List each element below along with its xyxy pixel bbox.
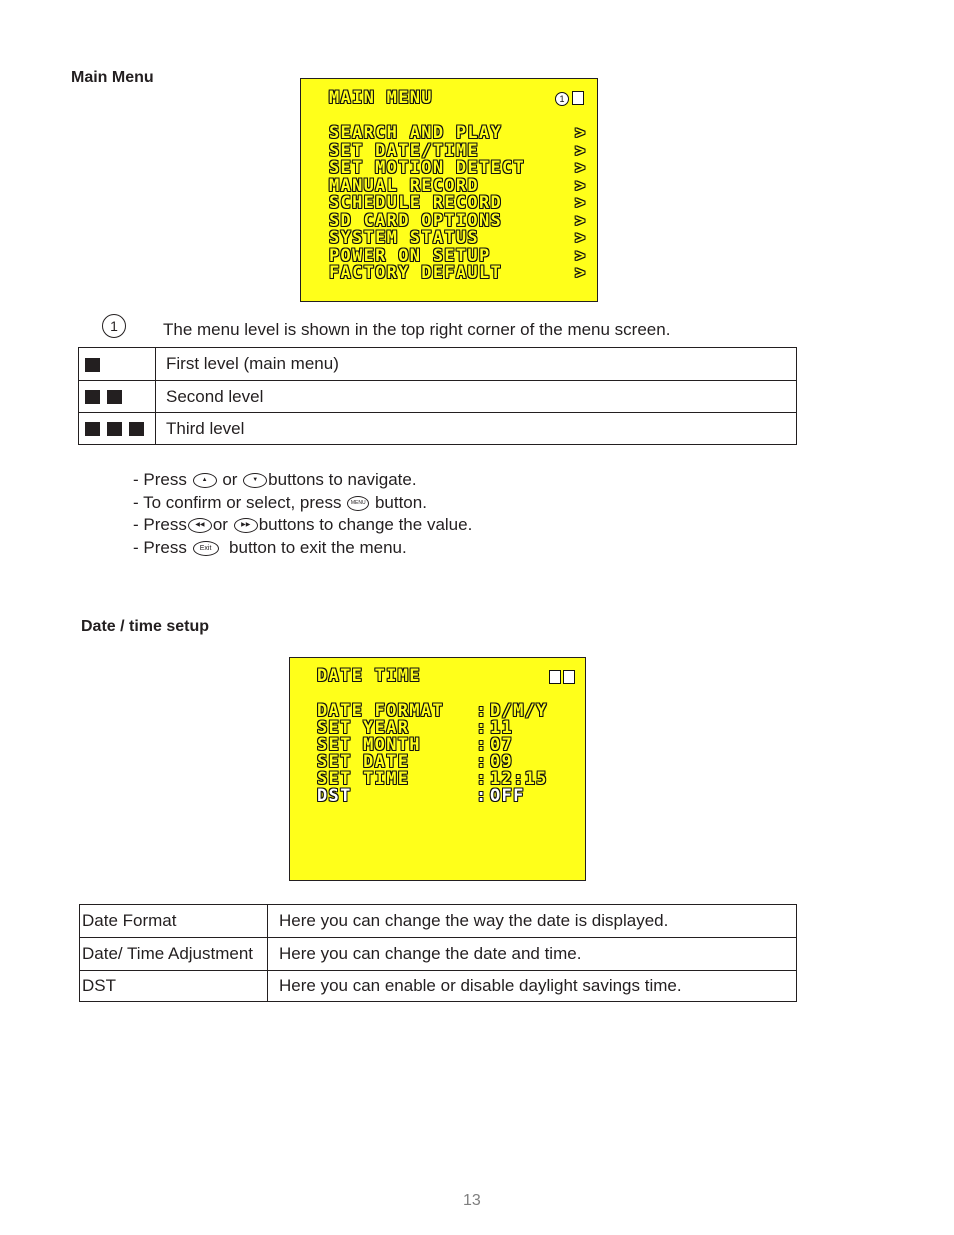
table-row (80, 971, 797, 1002)
chevron-right-icon: > (575, 158, 587, 178)
term-cell: DST (80, 971, 268, 1002)
level-square-icon (107, 422, 122, 436)
page-number: 13 (463, 1192, 481, 1209)
menu-item-sd-card-options: SD CARD OPTIONS (329, 210, 503, 231)
level-one-marker: 1 (555, 92, 569, 106)
instruction-line (133, 514, 472, 537)
level-square-icon (85, 422, 100, 436)
level-squares-cell (79, 413, 156, 445)
set-month-value: 07 (490, 735, 514, 755)
fast-forward-button-icon: ▶▶ (234, 518, 258, 533)
chevron-right-icon: > (575, 123, 587, 143)
instruction-text: - Press (133, 537, 187, 557)
table-row (79, 413, 797, 445)
menu-button-icon: MENU (347, 496, 369, 511)
set-time-label: SET TIME (317, 769, 410, 789)
chevron-right-icon: > (575, 263, 587, 283)
note-number-circle: 1 (102, 314, 126, 338)
exit-button-icon: Exit (193, 541, 219, 556)
menu-item-search-and-play: SEARCH AND PLAY (329, 123, 503, 143)
set-year-label: SET YEAR (317, 718, 410, 738)
dst-label: DST (317, 786, 352, 806)
main-menu-heading: Main Menu (71, 69, 154, 86)
menu-level-table (78, 347, 797, 445)
level-square-icon (549, 670, 561, 684)
level-label: Second level (156, 381, 797, 413)
instruction-text: buttons to navigate. (268, 470, 417, 489)
dst-sep: : (476, 786, 488, 806)
term-cell: Date/ Time Adjustment (80, 938, 268, 971)
level-label: Third level (156, 413, 797, 445)
table-row (79, 381, 797, 413)
set-date-value: 09 (490, 752, 514, 772)
level-square-icon (572, 91, 584, 105)
chevron-right-icon: > (575, 193, 587, 213)
set-time-sep: : (476, 769, 488, 789)
table-row (80, 905, 797, 938)
date-time-screen (289, 657, 586, 881)
set-date-sep: : (476, 752, 488, 772)
date-format-value: D/M/Y (490, 701, 548, 721)
instruction-line (133, 537, 472, 560)
description-cell: Here you can enable or disable daylight savings time. (268, 971, 797, 1002)
level-squares-cell (79, 381, 156, 413)
level-square-icon (107, 390, 122, 404)
date-format-label: DATE FORMAT (317, 701, 444, 721)
instruction-line (133, 469, 472, 492)
set-date-label: SET DATE (317, 752, 410, 772)
main-menu-screen (300, 78, 598, 302)
rewind-button-icon: ◀◀ (188, 518, 212, 533)
menu-item-system-status: SYSTEM STATUS (329, 228, 479, 248)
instruction-text: button. (374, 492, 427, 512)
instruction-text: button to exit the menu. (229, 537, 407, 557)
table-row (79, 348, 797, 381)
instruction-line (133, 492, 472, 515)
menu-item-set-motion-detect: SET MOTION DETECT (329, 158, 526, 178)
menu-item-factory-default: FACTORY DEFAULT (329, 263, 503, 283)
menu-item-schedule-record: SCHEDULE RECORD (329, 193, 503, 213)
level-label: First level (main menu) (156, 348, 797, 381)
down-arrow-button-icon: ▼ (243, 473, 267, 488)
instruction-text: buttons to change the value. (258, 515, 473, 534)
date-time-table (79, 904, 797, 1002)
menu-item-set-date-time: SET DATE/TIME (329, 140, 479, 161)
date-time-screen-title: DATE TIME (317, 666, 421, 686)
table-row (80, 938, 797, 971)
date-time-heading: Date / time setup (81, 618, 210, 635)
set-month-sep: : (476, 735, 488, 755)
up-arrow-button-icon: ▲ (193, 473, 217, 488)
chevron-right-icon: > (575, 140, 587, 161)
description-cell: Here you can change the date and time. (268, 938, 797, 971)
set-month-label: SET MONTH (317, 735, 421, 755)
description-cell: Here you can change the way the date is displayed. (268, 905, 797, 938)
chevron-right-icon: > (575, 210, 587, 231)
instruction-text: or (222, 470, 238, 489)
chevron-right-icon: > (575, 228, 587, 248)
term-cell: Date Format (80, 905, 268, 938)
level-square-icon (563, 670, 575, 684)
instruction-text: - Press (133, 515, 187, 534)
set-year-sep: : (476, 718, 488, 738)
menu-item-power-on-setup: POWER ON SETUP (329, 245, 491, 266)
date-format-sep: : (476, 701, 488, 721)
level-square-icon (85, 390, 100, 404)
dst-value: OFF (490, 786, 525, 806)
navigation-instructions (133, 469, 472, 559)
menu-level-note: The menu level is shown in the top right corner of the menu screen. (163, 320, 671, 339)
level-square-icon (129, 422, 144, 436)
main-menu-screen-title: MAIN MENU (329, 88, 433, 108)
chevron-right-icon: > (575, 245, 587, 266)
level-square-icon (85, 358, 100, 372)
chevron-right-icon: > (575, 175, 587, 196)
level-squares-cell (79, 348, 156, 381)
instruction-text: or (212, 515, 228, 534)
instruction-text: - Press (133, 470, 187, 489)
set-time-value: 12:15 (490, 769, 548, 789)
instruction-text: - To confirm or select, press (133, 492, 342, 512)
menu-item-manual-record: MANUAL RECORD (329, 175, 479, 196)
set-year-value: 11 (490, 718, 514, 738)
